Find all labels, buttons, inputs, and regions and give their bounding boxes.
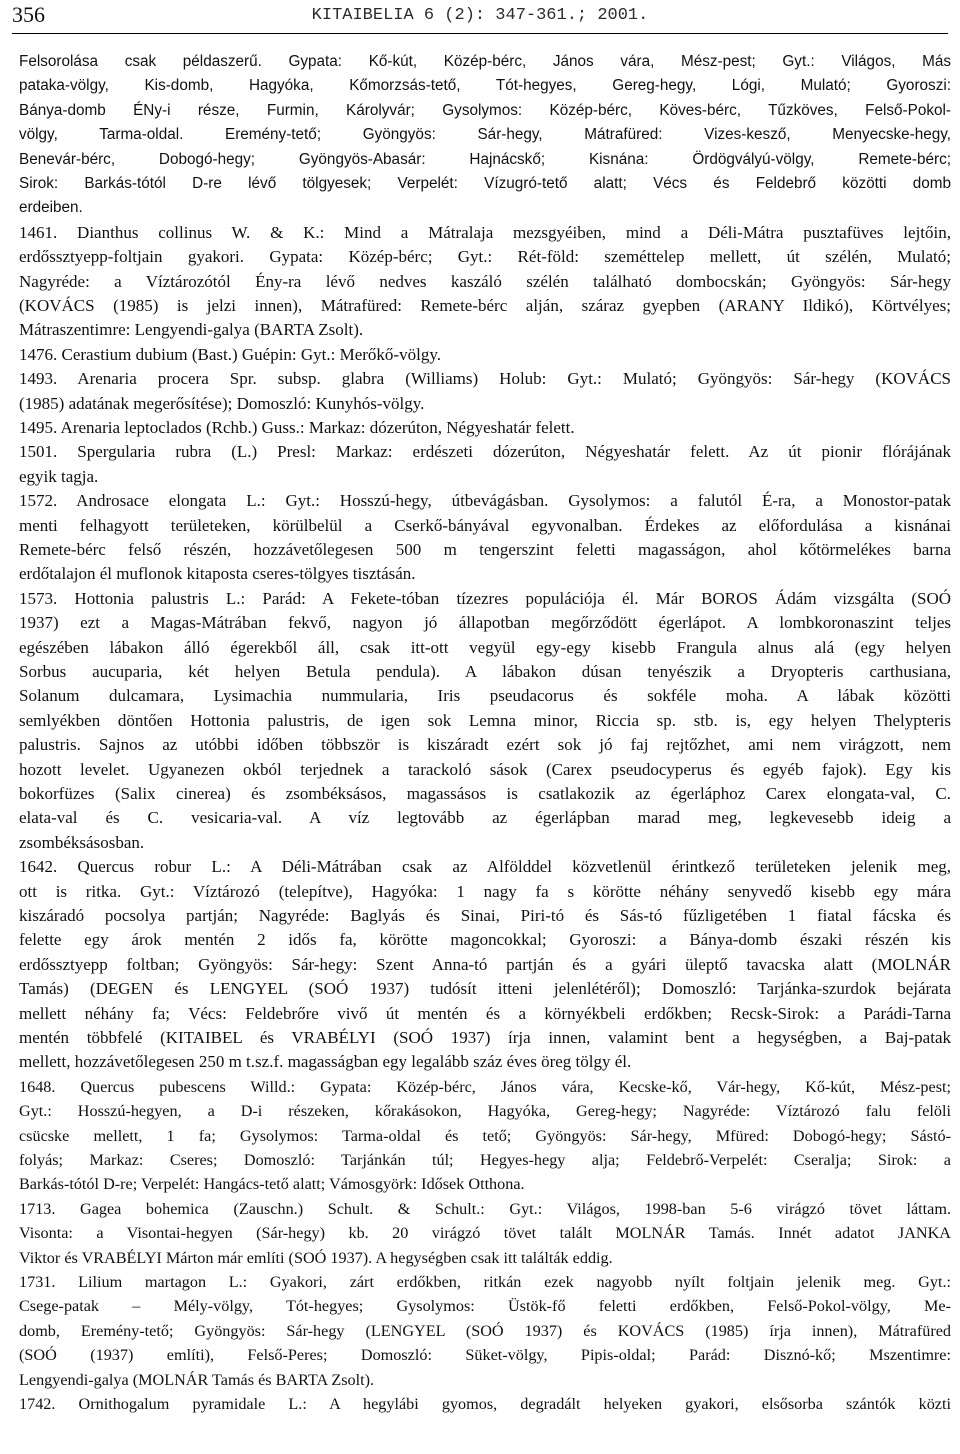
- text-line: Viktor és VRABÉLYI Márton már említi (SOÓ 1937). A hegységben csak itt találták eddig.: [19, 1248, 613, 1267]
- text-line: mellett, hozzávetőlegesen 250 m t.sz.f. magasságban egy legalább száz éves öreg tölgy él.: [19, 1052, 632, 1072]
- text-line: Remete-bérc felső részén, hozzávetőlegesen 500 m tengerszint feletti magasságon, ahol kőtörmelékes barna: [19, 540, 951, 559]
- text-line: mellett néhány fa; Vécs: Feldebrőre vivő út mentén és a környékbeli erdőkben; Recsk-Sirok: a Parádi-Tarna: [19, 1003, 951, 1023]
- text-line: Sirok: Barkás-tótól D-re lévő tölgyesek; Verpelét: Vízugró-tető alatt; Vécs és Feldebrő közötti domb: [19, 175, 951, 192]
- text-line: Barkás-tótól D-re; Verpelét: Hangács-tető alatt; Vámosgyörk: Idősek Otthona.: [19, 1175, 525, 1194]
- text-line: erdőssztyepp-foltjain gyakori. Gypata: Közép-bérc; Gyt.: Rét-föld: szeméttelep mellett, út szélén, Mulató;: [19, 247, 951, 267]
- text-line: bokorfüzes (Salix cinerea) és zsombéksásos, magassásos is csatlakozik az égerláphoz Carex elongata-val, C.: [19, 784, 951, 803]
- text-line: hozott levelet. Ugyanezen okból terjednek a tarackoló sások (Carex pseudocyperus és egyéb fajok). Egy kis: [19, 759, 951, 779]
- text-line: 1461. Dianthus collinus W. & K.: Mind a Mátralaja mezsgyéiben, mind a Déli-Mátra pusztafüves lejtőin,: [19, 222, 951, 242]
- text-line: elata-val és C. vesicaria-val. A víz legtovább az égerlápban marad meg, legkevesebb ideig a: [19, 808, 951, 828]
- text-line: Nagyréde: a Víztározótól Ény-ra lévő nedves kaszáló szélén található dombocskán; Gyöngyös: Sár-hegy: [19, 271, 951, 291]
- text-line: palustris. Sajnos az utóbbi időben többször is kiszáradt ezért sok jó faj rejtőzhet, ami nem virágzott, nem: [19, 735, 951, 755]
- text-line: semlyékben döntően Hottonia palustris, de igen sok Lemna minor, Riccia sp. stb. is, egy helyen Thelypteris: [19, 710, 951, 730]
- text-line: Benevár-bérc, Dobogó-hegy; Gyöngyös-Abasár: Hajnácskő; Kisnána: Ördögvályú-völgy, Remete-bérc;: [19, 150, 951, 168]
- text-line: 1573. Hottonia palustris L.: Parád: A Fekete-tóban tízezres populációja él. Már BOROS Ádám vizsgálta (SOÓ: [19, 588, 951, 608]
- text-line: Bánya-domb ÉNy-i része, Furmin, Károlyvár; Gysolymos: Közép-bérc, Köves-bérc, Tűzköves, Felső-Pokol-: [19, 101, 951, 119]
- text-line: 1476. Cerastium dubium (Bast.) Guépin: Gyt.: Merőkő-völgy.: [19, 344, 441, 364]
- text-line: csücske mellett, 1 fa; Gysolymos: Tarma-oldal és tető; Gyöngyös: Sár-hegy, Mfüred: Dobogó-hegy; Sástó-: [19, 1126, 951, 1145]
- text-line: Tamás) (DEGEN és LENGYEL (SOÓ 1937) tudósít itteni jelenlétéről); Domoszló: Tarjánka-szurdok bejárata: [19, 979, 951, 999]
- text-line: 1493. Arenaria procera Spr. subsp. glabra (Williams) Holub: Gyt.: Mulató; Gyöngyös: Sár-hegy (KOVÁCS: [19, 369, 951, 389]
- text-line: Sorbus aucuparia, két helyen Betula pendula). A lábakon dúsan tenyészik a Dryopteris carthusiana,: [19, 662, 951, 681]
- text-line: 1642. Quercus robur L.: A Déli-Mátrában csak az Alfölddel közvetlenül érintkező területeken jelenik meg,: [19, 857, 951, 877]
- text-line: Mátraszentimre: Lengyendi-galya (BARTA Zsolt).: [19, 320, 364, 340]
- text-line: mentén többfelé (KITAIBEL és VRABÉLYI (SOÓ 1937) írja innen, valamint bent a hegységben, a Baj-patak: [19, 1028, 951, 1047]
- text-line: völgy, Tarma-oldal. Eremény-tető; Gyöngyös: Sár-hegy, Mátrafüred: Vizes-kesző, Menyecske-hegy,: [19, 126, 951, 144]
- text-line: (1985) adatának megerősítése); Domoszló: Kunyhós-völgy.: [19, 393, 425, 413]
- text-line: 1495. Arenaria leptoclados (Rchb.) Guss.: Markaz: dózerúton, Négyeshatár felett.: [19, 418, 575, 437]
- text-line: erdőssztyepp foltban; Gyöngyös: Sár-hegy: Szent Anna-tó partján és a gyári üleptő tavacska alatt (MOLNÁR: [19, 954, 951, 974]
- text-line: Visonta: a Visontai-hegyen (Sár-hegy) kb. 20 virágzó tövet talált MOLNÁR Tamás. Innét adatot JANKA: [19, 1224, 951, 1243]
- text-line: folyás; Markaz: Cseres; Domoszló: Tarjánkán túl; Hegyes-hegy alja; Feldebrő-Verpelét: Cseralja; Sirok: a: [19, 1151, 951, 1169]
- text-line: 1742. Ornithogalum pyramidale L.: A hegylábi gyomos, degradált helyeken gyakori, elsősorba szántók közti: [19, 1395, 951, 1413]
- text-line: (KOVÁCS (1985) is jelzi innen), Mátrafüred: Remete-bérc alján, száraz gyepben (ARANY Ildikó), Körtvélyes;: [19, 296, 951, 315]
- text-line: menti felhagyott területeken, körülbelül a Cserkő-bányával egyvonalban. Érdekes az előfordulása a kisnánai: [19, 515, 951, 535]
- text-line: 1937) ezt a Magas-Mátrában fekvő, nagyon jó állapotban megőrződött égerlápot. A lombkoronaszint teljes: [19, 613, 951, 633]
- text-line: domb, Eremény-tető; Gyöngyös: Sár-hegy (LENGYEL (SOÓ 1937) és KOVÁCS (1985) írja innen), Mátrafüred: [19, 1321, 951, 1340]
- text-line: 1648. Quercus pubescens Willd.: Gypata: Közép-bérc, János vára, Kecske-kő, Vár-hegy, Kő-kút, Mész-pest;: [19, 1077, 951, 1096]
- text-line: 1572. Androsace elongata L.: Gyt.: Hosszú-hegy, útbevágásban. Gysolymos: a falutól É-ra, a Monostor-patak: [19, 491, 951, 511]
- text-line: (SOÓ (1937) említi), Felső-Peres; Domoszló: Süket-völgy, Pipis-oldal; Parád: Disznó-kő; Mszentimre:: [19, 1346, 951, 1365]
- text-line: 1713. Gagea bohemica (Zauschn.) Schult. & Schult.: Gyt.: Világos, 1998-ban 5-6 virágzó tövet láttam.: [19, 1199, 951, 1218]
- text-line: Lengyendi-galya (MOLNÁR Tamás és BARTA Zsolt).: [19, 1370, 375, 1389]
- text-line: erdeiben.: [19, 199, 83, 217]
- journal-citation: KITAIBELIA 6 (2): 347-361.; 2001.: [311, 6, 649, 25]
- text-line: Gyt.: Hosszú-hegyen, a D-i részeken, kőrakásokon, Hagyóka, Gereg-hegy; Nagyréde: Víztározó falu felöli: [19, 1102, 951, 1121]
- text-line: pataka-völgy, Kis-domb, Hagyóka, Kőmorzsás-tető, Tót-hegyes, Gereg-hegy, Lógi, Mulató; Gyoroszi:: [19, 77, 951, 95]
- text-line: egyik tagja.: [19, 466, 99, 486]
- text-line: erdőtalajon él muflonok kitaposta cseres-tölgyes tisztásán.: [19, 564, 416, 584]
- text-line: 1731. Lilium martagon L.: Gyakori, zárt erdőkben, ritkán ezek nagyobb nyílt foltjain jelenik meg. Gyt.:: [19, 1273, 951, 1291]
- text-line: Felsorolása csak példaszerű. Gypata: Kő-kút, Közép-bérc, János vára, Mész-pest; Gyt.: Világos, Más: [19, 53, 951, 70]
- text-line: zsombéksásosban.: [19, 832, 145, 852]
- text-line: kiszáradó pocsolya partján; Nagyréde: Baglyás és Sinai, Piri-tó és Sás-tó fűzligetében 1 fiatal fácska és: [19, 906, 951, 925]
- text-line: Solanum dulcamara, Lysimachia nummularia, Iris pseudacorus és sokféle moha. A lábak közötti: [19, 686, 951, 706]
- text-line: ott is ritka. Gyt.: Víztározó (telepítve), Hagyóka: 1 nagy fa s körötte néhány senyvedő kisebb egy mára: [19, 881, 951, 901]
- text-line: Csege-patak – Mély-völgy, Tót-hegyes; Gysolymos: Üstök-fő feletti erdőkben, Felső-Pokol-völgy, Me-: [19, 1297, 951, 1316]
- text-line: felette egy árok mentén 2 idős fa, körötte magoncokkal; Gyoroszi: a Bánya-domb északi részén kis: [19, 930, 951, 950]
- text-line: egészében lábakon álló égerekből áll, csak itt-ott vegyül egy-egy kisebb Frangula alnus alá (egy helyen: [19, 637, 951, 657]
- text-line: 1501. Spergularia rubra (L.) Presl: Markaz: erdészeti dózerúton, Négyeshatár felett. Az út pionir flórájának: [19, 442, 951, 462]
- page-number: 356: [12, 2, 45, 27]
